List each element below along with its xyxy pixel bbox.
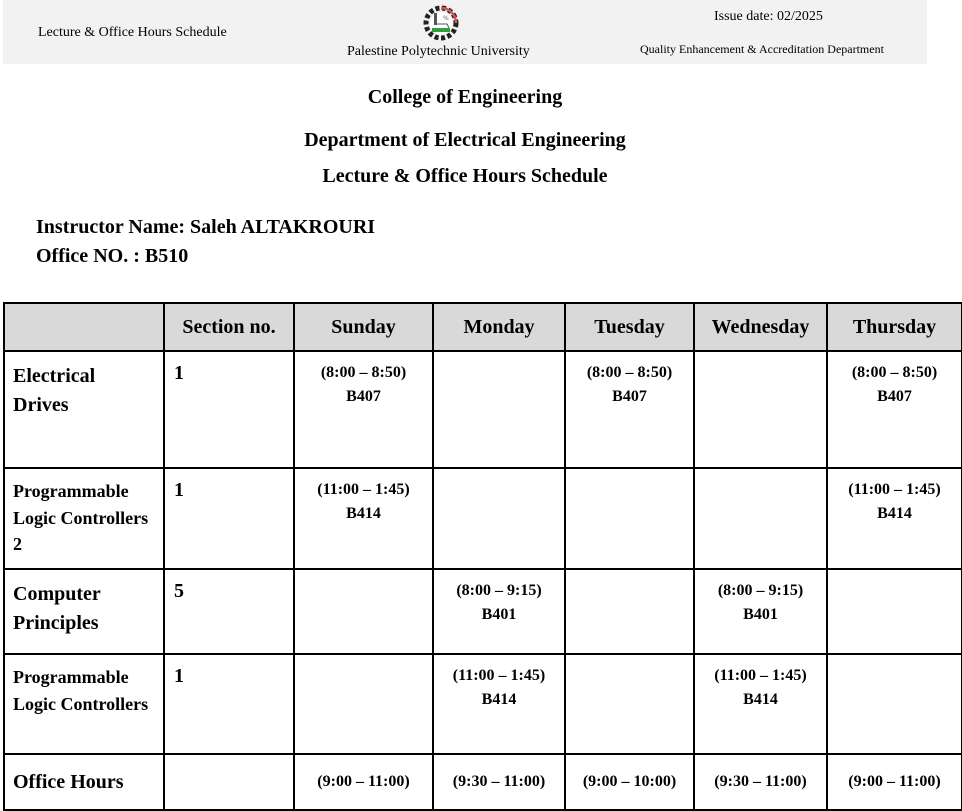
table-row-office-hours (4, 754, 962, 810)
slot-thursday (827, 351, 962, 468)
slot-wednesday (694, 754, 827, 810)
department-title: Department of Electrical Engineering (304, 129, 626, 151)
column-header-section: Section no. (164, 303, 294, 351)
slot-time: (9:00 – 11:00) (317, 773, 410, 790)
slot-room: B407 (612, 388, 647, 405)
slot-tuesday (565, 654, 694, 754)
slot-time: (11:00 – 1:45) (714, 667, 807, 684)
slot-wednesday (694, 351, 827, 468)
slot-room: B401 (481, 606, 517, 623)
table-row (4, 351, 962, 468)
document-header (3, 0, 927, 64)
slot-time: (8:00 – 8:50) (851, 364, 938, 381)
slot-time: (9:30 – 11:00) (714, 773, 807, 790)
slot-sunday (294, 654, 433, 754)
slot-room: B407 (346, 388, 381, 405)
slot-sunday (294, 468, 433, 569)
table-row (4, 468, 962, 569)
section-number: 1 (164, 654, 294, 754)
slot-time: (11:00 – 1:45) (317, 481, 410, 498)
college-title: College of Engineering (367, 86, 563, 108)
slot-thursday (827, 754, 962, 810)
slot-thursday (827, 468, 962, 569)
slot-room: B414 (481, 691, 517, 708)
table-header-row (4, 303, 962, 351)
slot-thursday (827, 569, 962, 654)
column-header-thursday: Thursday (827, 303, 962, 351)
column-header-course (4, 303, 164, 351)
university-name: Palestine Polytechnic University (347, 44, 530, 59)
column-header-monday: Monday (433, 303, 565, 351)
slot-tuesday (565, 569, 694, 654)
slot-monday (433, 468, 565, 569)
section-number: 1 (164, 468, 294, 569)
table-row (4, 569, 962, 654)
course-name: Computer Principles (4, 569, 164, 654)
office-number: Office NO. : B510 (36, 245, 189, 267)
slot-time: (8:00 – 9:15) (717, 582, 804, 599)
slot-thursday (827, 654, 962, 754)
header-left-title: Lecture & Office Hours Schedule (38, 25, 227, 40)
slot-time: (9:00 – 11:00) (848, 773, 941, 790)
slot-sunday (294, 754, 433, 810)
section-number: 5 (164, 569, 294, 654)
slot-tuesday (565, 468, 694, 569)
course-name: Programmable Logic Controllers (4, 654, 164, 754)
column-header-tuesday: Tuesday (565, 303, 694, 351)
course-name: Office Hours (4, 754, 164, 810)
university-logo-icon (421, 4, 461, 42)
section-number: 1 (164, 351, 294, 468)
course-name: Electrical Drives (4, 351, 164, 468)
slot-time: (9:30 – 11:00) (452, 773, 546, 790)
slot-tuesday (565, 754, 694, 810)
schedule-table (3, 302, 962, 811)
slot-monday (433, 654, 565, 754)
quality-department: Quality Enhancement & Accreditation Department (640, 42, 884, 56)
table-row (4, 654, 962, 754)
column-header-wednesday: Wednesday (694, 303, 827, 351)
slot-wednesday (694, 654, 827, 754)
slot-monday (433, 754, 565, 810)
slot-sunday (294, 569, 433, 654)
slot-wednesday (694, 468, 827, 569)
slot-room: B414 (743, 691, 778, 708)
slot-monday (433, 351, 565, 468)
slot-time: (11:00 – 1:45) (452, 667, 546, 684)
slot-room: B414 (346, 505, 381, 522)
slot-room: B407 (877, 388, 912, 405)
issue-date: Issue date: 02/2025 (714, 9, 823, 24)
slot-wednesday (694, 569, 827, 654)
section-number (164, 754, 294, 810)
slot-sunday (294, 351, 433, 468)
slot-monday (433, 569, 565, 654)
slot-time: (8:00 – 9:15) (456, 582, 542, 599)
schedule-title: Lecture & Office Hours Schedule (322, 165, 608, 187)
slot-time: (8:00 – 8:50) (586, 364, 673, 381)
svg-text:%: % (443, 15, 449, 22)
course-name: Programmable Logic Controllers 2 (4, 468, 164, 569)
slot-tuesday (565, 351, 694, 468)
slot-time: (9:00 – 10:00) (582, 773, 677, 790)
slot-room: B401 (743, 606, 778, 623)
slot-time: (8:00 – 8:50) (320, 364, 407, 381)
slot-time: (11:00 – 1:45) (848, 481, 941, 498)
column-header-sunday: Sunday (294, 303, 433, 351)
slot-room: B414 (877, 505, 912, 522)
instructor-name: Instructor Name: Saleh ALTAKROURI (36, 216, 376, 238)
